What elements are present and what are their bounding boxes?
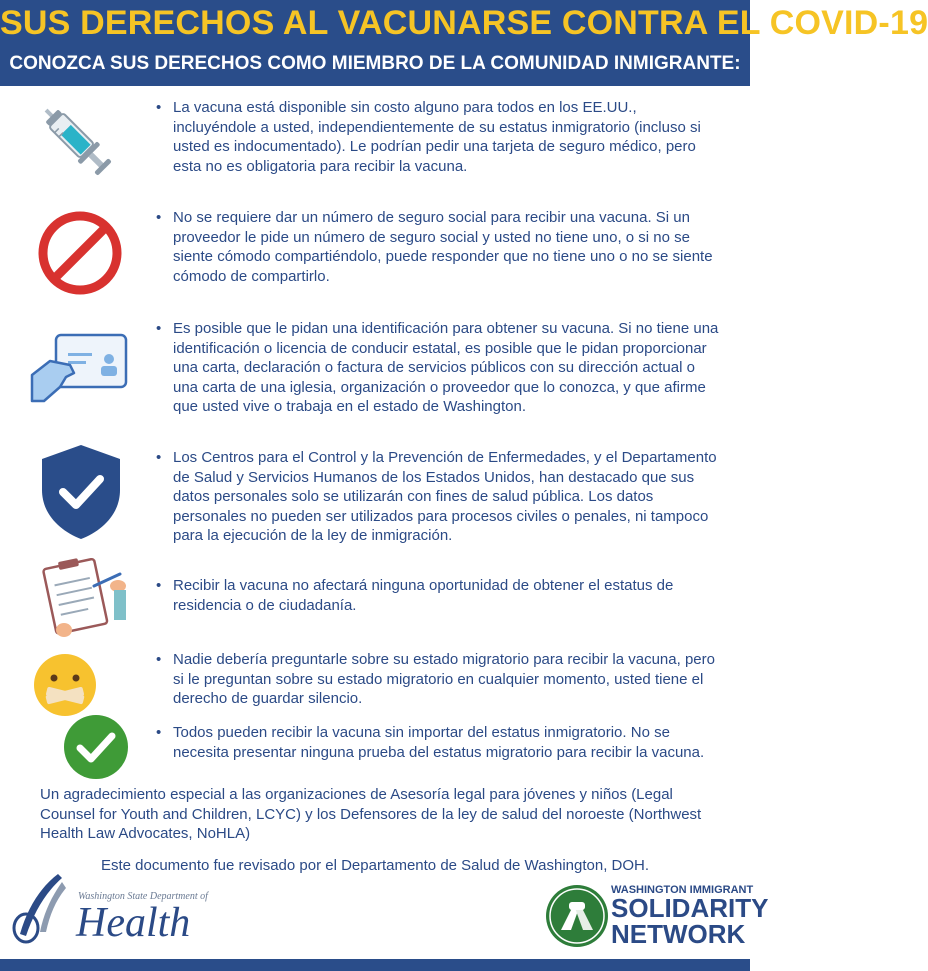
syringe-icon (30, 96, 130, 192)
checkmark-circle-icon (62, 713, 130, 781)
silent-face-icon (32, 652, 98, 718)
wisn-logo-line1: WASHINGTON IMMIGRANT (611, 884, 754, 896)
doh-logo (12, 866, 208, 946)
list-item-text: Recibir la vacuna no afectará ninguna oportunidad de obtener el estatus de residencia o de ciudadanía. (173, 577, 674, 614)
bullet-marker: • (156, 449, 162, 466)
acknowledgement-text: Un agradecimiento especial a las organizaciones de Asesoría legal para jóvenes y niños (Legal Counsel for Youth and Children, LCYC) y los Defensores de la ley de salud del noroeste (Northwest Health Law Advocates, NoHLA) (40, 786, 702, 842)
header-banner (0, 0, 928, 86)
bullet-marker: • (156, 209, 162, 226)
bullet-marker: • (156, 651, 162, 668)
shield-check-icon (36, 442, 126, 542)
clipboard-icon (36, 556, 128, 642)
list-item (156, 208, 724, 286)
prohibited-icon (36, 209, 124, 297)
list-item (156, 650, 724, 709)
list-item (156, 319, 724, 417)
doh-logo-health-text: Health (76, 900, 191, 946)
list-item (156, 98, 724, 176)
list-item (156, 448, 724, 546)
list-item-text: Nadie debería preguntarle sobre su estado migratorio para recibir la vacuna, pero si le preguntan sobre su estado migratorio en cualquier momento, usted tiene el derecho de guardar silencio. (173, 651, 715, 707)
bullet-marker: • (156, 99, 162, 116)
list-item (156, 576, 724, 615)
doh-logo-small-text: Washington State Department of (78, 891, 208, 902)
doh-feather-icon (12, 872, 74, 946)
wisn-logo-line3: NETWORK (611, 919, 746, 949)
bullet-marker: • (156, 724, 162, 741)
bullet-marker: • (156, 577, 162, 594)
reviewed-by-text: Este documento fue revisado por el Departamento de Salud de Washington, DOH. (100, 857, 650, 874)
id-card-icon (30, 331, 132, 407)
list-item-text: La vacuna está disponible sin costo alguno para todos en los EE.UU., incluyéndole a usted, independientemente de su estatus inmigratorio (incluso si usted es indocumentado). Le podrían pedir una tarjeta de seguro médico, pero esta no es obligatoria para recibir la vacuna. (173, 99, 701, 175)
list-item-text: No se requiere dar un número de seguro social para recibir una vacuna. Si un proveedor le pide un número de seguro social y usted no tiene uno, o si no se siente cómodo compartiéndolo, puede responder que no tiene uno o no se siente cómodo de compartirlo. (173, 209, 713, 285)
wisn-handshake-icon (545, 884, 609, 948)
footer-bar (0, 959, 750, 971)
list-item-text: Es posible que le pidan una identificación para obtener su vacuna. Si no tiene una identificación o licencia de conducir estatal, es posible que le pidan proporcionar una carta, declaración o factura de servicios públicos con su dirección actual o una carta de una iglesia, organización o proveedor que lo conozca, y que afirme que usted vive o trabaja en el estado de Washington. (173, 320, 719, 415)
wisn-logo-line2: SOLIDARITY (611, 893, 769, 923)
page-subtitle: CONOZCA SUS DERECHOS COMO MIEMBRO DE LA COMUNIDAD INMIGRANTE: (9, 53, 741, 74)
list-item-text: Los Centros para el Control y la Prevención de Enfermedades, y el Departamento de Salud y Servicios Humanos de los Estados Unidos, han destacado que sus datos personales solo se utilizarán con fines de salud pública. Los datos personales no pueden ser utilizados para procesos civiles o penales, ni tampoco para la ejecución de la ley de inmigración. (173, 449, 717, 544)
page-title: SUS DERECHOS AL VACUNARSE CONTRA EL COVID-19 (0, 4, 928, 42)
bullet-marker: • (156, 320, 162, 337)
list-item-text: Todos pueden recibir la vacuna sin importar del estatus inmigratorio. No se necesita presentar ninguna prueba del estatus migratorio para recibir la vacuna. (173, 724, 705, 761)
list-item (156, 723, 724, 762)
